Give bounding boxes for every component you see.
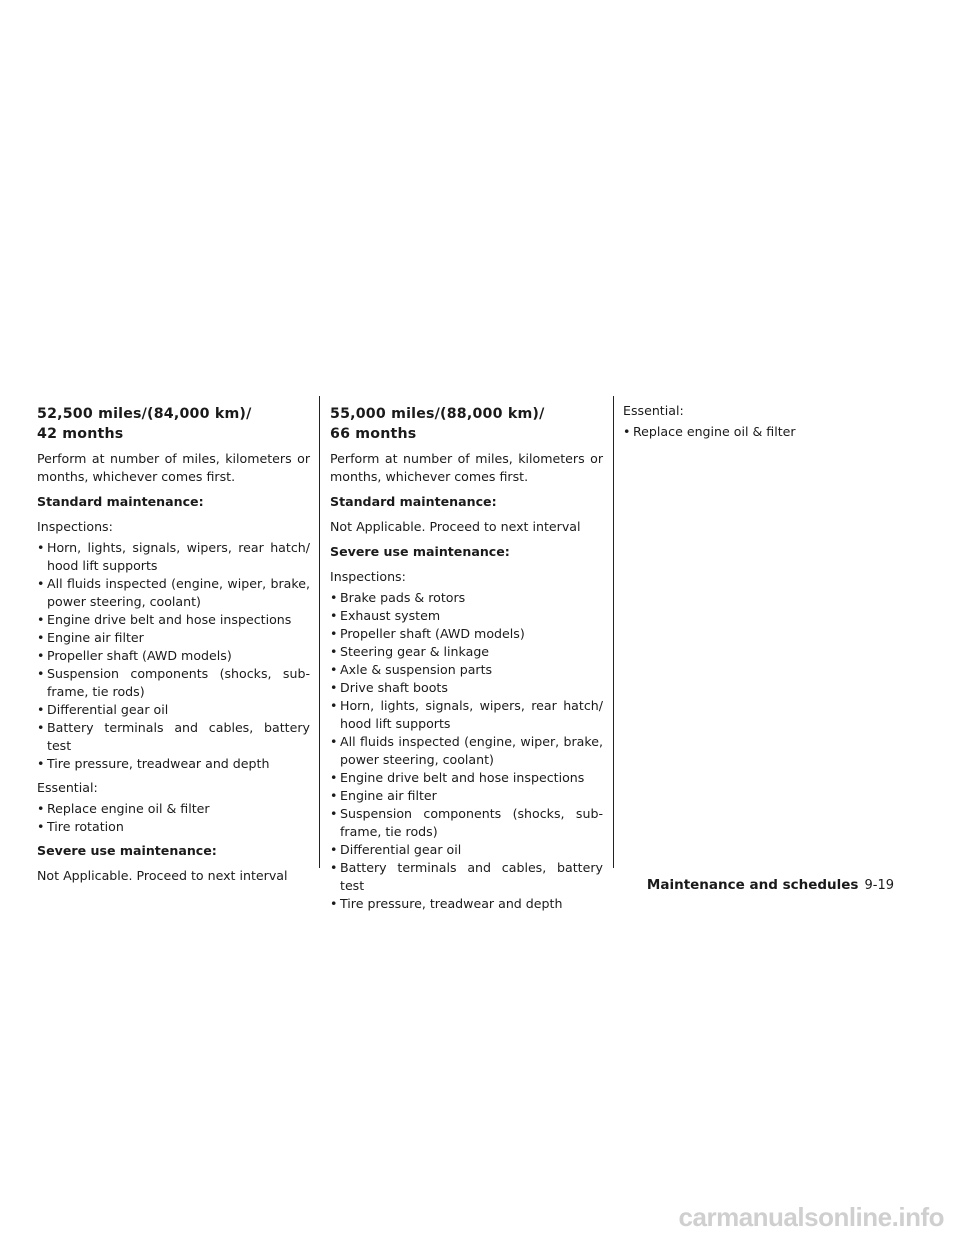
standard-maintenance-label: Standard maintenance: bbox=[37, 494, 204, 509]
essential-label: Essential: bbox=[623, 403, 684, 418]
list-item: • Steering gear & linkage bbox=[330, 643, 603, 661]
essential-list bbox=[623, 423, 903, 441]
inspections-label: Inspections: bbox=[330, 569, 406, 584]
inspections-label: Inspections: bbox=[37, 519, 113, 534]
list-item: • Horn, lights, signals, wipers, rear hatch/ hood lift supports bbox=[330, 697, 603, 733]
list-item: • Replace engine oil & filter bbox=[37, 800, 310, 818]
watermark-logo: carmanualsonline.info bbox=[678, 1202, 944, 1232]
inspections-list bbox=[37, 539, 310, 773]
list-item: • Differential gear oil bbox=[37, 701, 310, 719]
list-item: • Tire pressure, treadwear and depth bbox=[330, 895, 603, 913]
list-item: • Engine air filter bbox=[330, 787, 603, 805]
heading-line-2: 42 months bbox=[37, 426, 124, 442]
intro-text: Perform at number of miles, kilometers or months, whichever comes first. bbox=[330, 451, 603, 484]
list-item: • Brake pads & rotors bbox=[330, 589, 603, 607]
column-52500 bbox=[37, 396, 310, 892]
heading-line-1: 52,500 miles/(84,000 km)/ bbox=[37, 406, 252, 422]
list-item: • Tire rotation bbox=[37, 818, 310, 836]
list-item: • Differential gear oil bbox=[330, 841, 603, 859]
essential-list bbox=[37, 800, 310, 836]
severe-maintenance-label: Severe use maintenance: bbox=[330, 544, 510, 559]
list-item: • Replace engine oil & filter bbox=[623, 423, 903, 441]
section-title: Maintenance and schedules bbox=[646, 877, 859, 893]
list-item: • Exhaust system bbox=[330, 607, 603, 625]
list-item: • Battery terminals and cables, battery test bbox=[37, 719, 310, 755]
column-55000 bbox=[330, 396, 603, 919]
list-item: • Propeller shaft (AWD models) bbox=[37, 647, 310, 665]
list-item: • Engine drive belt and hose inspections bbox=[37, 611, 310, 629]
list-item: • Drive shaft boots bbox=[330, 679, 603, 697]
list-item: • Suspension components (shocks, sub-frame, tie rods) bbox=[330, 805, 603, 841]
list-item: • All fluids inspected (engine, wiper, brake, power steering, coolant) bbox=[330, 733, 603, 769]
heading-line-1: 55,000 miles/(88,000 km)/ bbox=[330, 406, 545, 422]
intro-text: Perform at number of miles, kilometers or months, whichever comes first. bbox=[37, 451, 310, 484]
standard-maintenance-label: Standard maintenance: bbox=[330, 494, 497, 509]
list-item: • Engine air filter bbox=[37, 629, 310, 647]
list-item: • Battery terminals and cables, battery test bbox=[330, 859, 603, 895]
list-item: • Propeller shaft (AWD models) bbox=[330, 625, 603, 643]
inspections-list bbox=[330, 589, 603, 913]
column-divider bbox=[319, 396, 320, 868]
severe-maintenance-text: Not Applicable. Proceed to next interval bbox=[37, 868, 288, 883]
interval-heading-52500 bbox=[37, 404, 310, 444]
list-item: • Suspension components (shocks, sub-frame, tie rods) bbox=[37, 665, 310, 701]
list-item: • Axle & suspension parts bbox=[330, 661, 603, 679]
severe-maintenance-label: Severe use maintenance: bbox=[37, 843, 217, 858]
interval-heading-55000 bbox=[330, 404, 603, 444]
column-divider bbox=[613, 396, 614, 868]
standard-maintenance-text: Not Applicable. Proceed to next interval bbox=[330, 519, 581, 534]
heading-line-2: 66 months bbox=[330, 426, 417, 442]
list-item: • Horn, lights, signals, wipers, rear hatch/ hood lift supports bbox=[37, 539, 310, 575]
page-number: 9-19 bbox=[864, 878, 894, 893]
column-continued bbox=[623, 396, 903, 447]
list-item: • Tire pressure, treadwear and depth bbox=[37, 755, 310, 773]
list-item: • Engine drive belt and hose inspections bbox=[330, 769, 603, 787]
essential-label: Essential: bbox=[37, 780, 98, 795]
page-footer bbox=[647, 877, 894, 893]
list-item: • All fluids inspected (engine, wiper, brake, power steering, coolant) bbox=[37, 575, 310, 611]
